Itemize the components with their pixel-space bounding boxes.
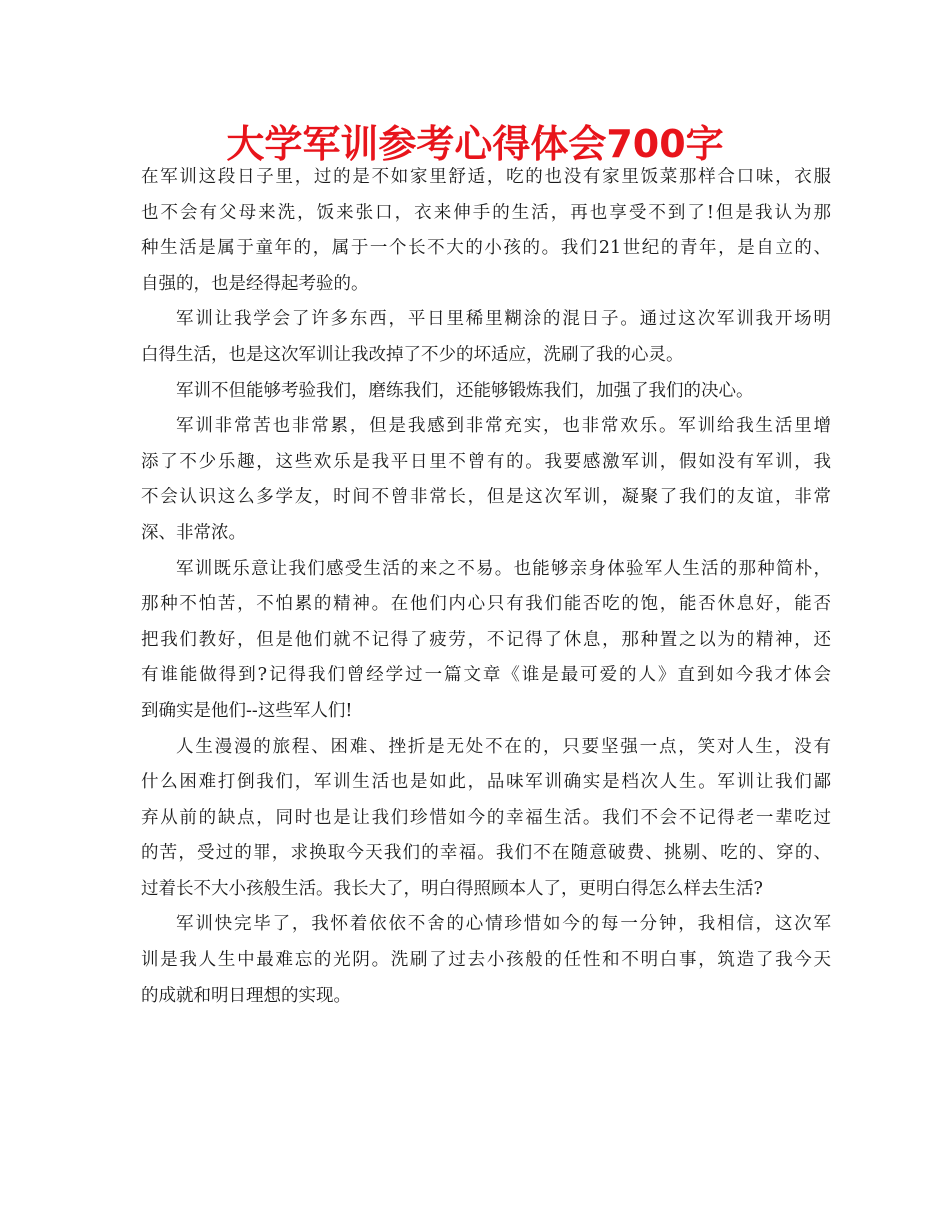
paragraph: [141, 730, 831, 908]
paragraph-line: 军训不但能够考验我们，磨练我们，还能够锻炼我们，加强了我们的决心。: [176, 380, 754, 401]
paragraph-line: 弃从前的缺点，同时也是让我们珍惜如今的幸福生活。我们不会不记得老一辈吃过: [141, 807, 831, 828]
paragraph-line: 到确实是他们--这些军人们!: [141, 700, 353, 721]
paragraph: [141, 409, 831, 551]
paragraph-line: 有谁能做得到?记得我们曾经学过一篇文章《谁是最可爱的人》直到如今我才体会: [141, 665, 831, 686]
paragraph: [141, 160, 831, 302]
paragraph-line: 的苦，受过的罪，求换取今天我们的幸福。我们不在随意破费、挑剔、吃的、穿的、: [141, 843, 831, 864]
paragraph-line: 白得生活，也是这次军训让我改掉了不少的坏适应，洗刷了我的心灵。: [141, 344, 684, 365]
paragraph-line: 添了不少乐趣，这些欢乐是我平日里不曾有的。我要感激军训，假如没有军训，我: [141, 451, 831, 472]
paragraph-line: 训是我人生中最难忘的光阴。洗刷了过去小孩般的任性和不明白事，筑造了我今天: [141, 950, 831, 971]
paragraph-line: 不会认识这么多学友，时间不曾非常长，但是这次军训，凝聚了我们的友谊，非常: [141, 487, 831, 508]
paragraph: [141, 907, 831, 1014]
paragraph-line: 人生漫漫的旅程、困难、挫折是无处不在的，只要坚强一点，笑对人生，没有: [176, 736, 831, 757]
paragraph-line: 自强的，也是经得起考验的。: [141, 273, 369, 294]
document-title: 大学军训参考心得体会700字: [226, 122, 724, 166]
paragraph-line: 过着长不大小孩般生活。我长大了，明白得照顾本人了，更明白得怎么样去生活?: [141, 878, 763, 899]
paragraph: [141, 302, 831, 373]
paragraph-line: 军训既乐意让我们感受生活的来之不易。也能够亲身体验军人生活的那种简朴，: [176, 558, 831, 579]
paragraph-line: 在军训这段日子里，过的是不如家里舒适，吃的也没有家里饭菜那样合口味，衣服: [141, 167, 831, 187]
paragraph-line: 种生活是属于童年的，属于一个长不大的小孩的。我们21世纪的青年，是自立的、: [141, 238, 831, 259]
paragraph-line: 军训非常苦也非常累，但是我感到非常充实，也非常欢乐。军训给我生活里增: [176, 416, 831, 437]
paragraph-line: 也不会有父母来洗，饭来张口，衣来伸手的生活，再也享受不到了!但是我认为那: [141, 202, 831, 223]
document-body: [141, 160, 831, 1014]
paragraph-line: 把我们教好，但是他们就不记得了疲劳，不记得了休息，那种置之以为的精神，还: [141, 629, 831, 650]
paragraph-line: 那种不怕苦，不怕累的精神。在他们内心只有我们能否吃的饱，能否休息好，能否: [141, 594, 831, 615]
paragraph-line: 军训快完毕了，我怀着依依不舍的心情珍惜如今的每一分钟，我相信，这次军: [176, 914, 831, 935]
paragraph-line: 军训让我学会了许多东西，平日里稀里糊涂的混日子。通过这次军训我开场明: [176, 309, 831, 330]
paragraph-line: 深、非常浓。: [141, 522, 246, 543]
paragraph-line: 什么困难打倒我们，军训生活也是如此，品味军训确实是档次人生。军训让我们鄙: [141, 772, 831, 793]
paragraph: [141, 374, 831, 410]
paragraph: [141, 552, 831, 730]
paragraph-line: 的成就和明日理想的实现。: [141, 985, 351, 1006]
